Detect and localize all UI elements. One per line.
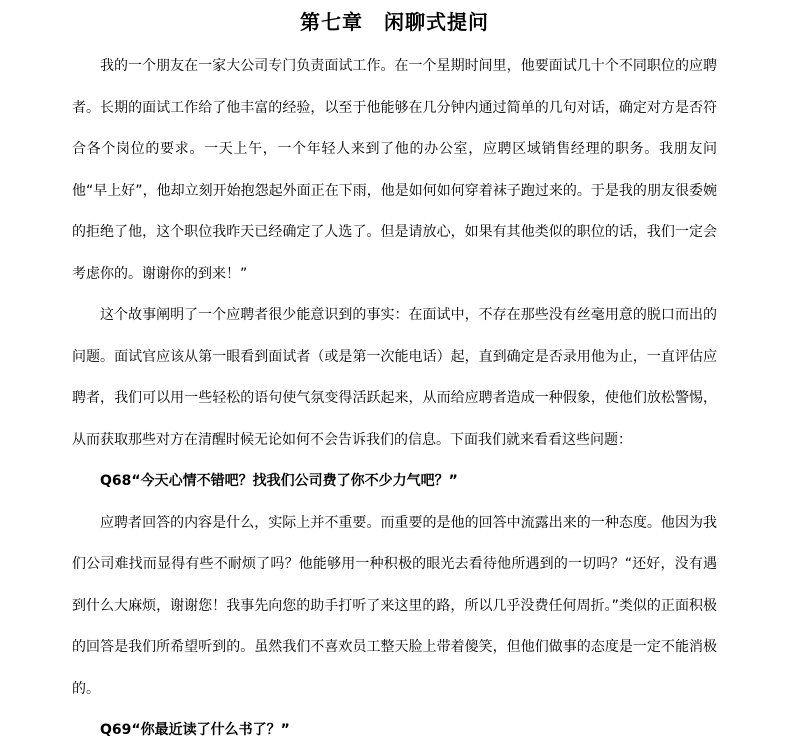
chapter-title: 第七章 闲聊式提问 xyxy=(300,10,489,34)
paragraph-explanation: 这个故事阐明了一个应聘者很少能意识到的事实：在面试中，不存在那些没有丝毫用意的脱口而出的问题。面试官应该从第一眼看到面试者（或是第一次能电话）起，直到确定是否录用他为止，一直评估应聘者，我们可以用一些轻松的语句使气氛变得活跃起来，从而给应聘者造成一种假象，使他们放松警惕，从而获取那些对方在清醒时候无论如何不会告诉我们的信息。下面我们就来看看这些问题： xyxy=(72,307,717,448)
paragraph-story: 我的一个朋友在一家大公司专门负责面试工作。在一个星期时间里，他要面试几十个不同职位的应聘者。长期的面试工作给了他丰富的经验，以至于他能够在几分钟内通过简单的几句对话，确定对方是否符合各个岗位的要求。一天上午，一个年轻人来到了他的办公室，应聘区域销售经理的职务。我朋友问他“早上好”，他却立刻开始抱怨起外面正在下雨，他是如何如何穿着袜子跑过来的。于是我的朋友很委婉的拒绝了他，这个职位我昨天已经确定了人选了。但是请放心，如果有其他类似的职位的话，我们一定会考虑你的。谢谢你的到来！” xyxy=(72,58,717,282)
question-q69: Q69“你最近读了什么书了？” xyxy=(100,722,290,738)
question-q68: Q68“今天心情不错吧？找我们公司费了你不少力气吧？” xyxy=(100,473,458,489)
paragraph-q68-answer: 应聘者回答的内容是什么，实际上并不重要。而重要的是他的回答中流露出来的一种态度。他因为我们公司难找而显得有些不耐烦了吗？他能够用一种积极的眼光去看待他所遇到的一切吗？“还好，没有遇到什么大麻烦，谢谢您！我事先向您的助手打听了来这里的路，所以几乎没费任何周折。”类似的正面积极的回答是我们所希望听到的。虽然我们不喜欢员工整天脸上带着傻笑，但他们做事的态度是一定不能消极的。 xyxy=(72,514,717,697)
